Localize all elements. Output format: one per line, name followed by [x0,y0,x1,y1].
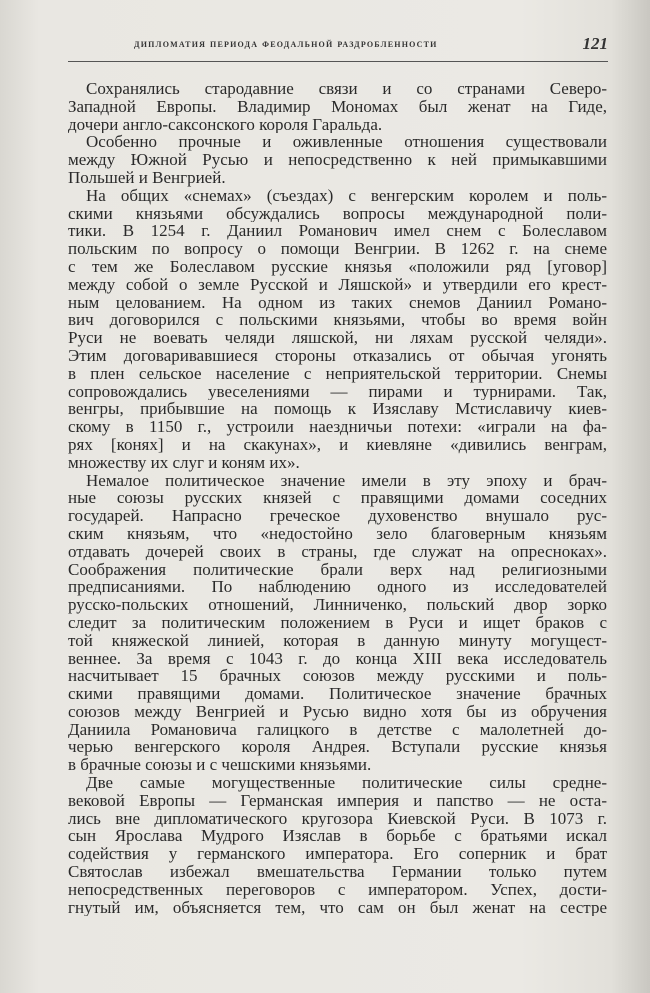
text-line: рях [конях] и на скакунах», и киевляне «дивились венграм, [68,435,607,454]
text-line: между Южной Русью и непосредственно к ней примыкавшими [68,151,607,169]
page-body [68,80,607,916]
text-line: предписаниями. По наблюдению одного из исследователей [68,578,607,597]
text-line: с тем же Болеславом русские князья «положили ряд [уговор] [68,257,607,276]
page-number: 121 [582,34,608,53]
text-line: Даниила Романовича галицкого в детстве с малолетней до- [68,720,607,739]
text-line: ным целованием. На одном из таких снемов Даниил Романо- [68,293,607,312]
text-line: Немалое политическое значение имели в эту эпоху и брач- [86,471,607,490]
text-line: дочери англо-саксонского короля Гаральда. [68,115,383,134]
text-line: Западной Европы. Владимир Мономах был женат на Гиде, [68,97,607,116]
text-line: Особенно прочные и оживленные отношения существовали [86,133,607,152]
page-header [68,36,608,58]
running-title: дипломатия периода феодальной раздробленности [134,38,438,50]
text-line: русско-польских отношений, Линниченко, польский двор зорко [68,596,607,614]
text-line: в плен сельское население с неприятельской территории. Снемы [68,364,607,383]
text-line: скому в 1150 г., устроили наездничьи потехи: «играли на фа- [68,418,607,436]
text-line: отдавать дочерей своих в страны, где служат на опресноках». [68,542,607,561]
paragraph [68,187,607,472]
text-line: насчитывает 15 брачных союзов между русскими и поль- [68,667,607,686]
text-line: непосредственных переговоров с императором. Успех, дости- [68,880,607,899]
text-line: На общих «снемах» (съездах) с венгерским королем и поль- [86,186,607,205]
text-line: в брачные союзы и с чешскими князьями. [68,756,372,775]
text-line: вич договорился с польскими князьями, чтобы во время войн [68,311,607,330]
text-line: Сохранялись стародавние связи и со странами Северо- [86,80,607,98]
text-line: тики. В 1254 г. Даниил Романович имел снем с Болеславом [68,222,607,241]
text-line: той княжеской линией, которая в данную минуту могущест- [68,631,607,650]
text-line: сопровождались увеселениями — пирами и турнирами. Так, [68,382,607,401]
text-line: веннее. За время с 1043 г. до конца XIII века исследователь [68,649,607,668]
paragraph [68,80,607,133]
text-line: венгры, прибывшие на помощь к Изяславу Мстиславичу киев- [68,400,607,419]
text-line: Святослав избежал вмешательства Германии только путем [68,863,607,881]
text-line: содействия у германского императора. Его соперник и брат [68,845,607,864]
text-line: сын Ярослава Мудрого Изяслав в борьбе с братьями искал [68,827,607,846]
text-line: скими правящими домами. Политическое значение брачных [68,685,607,703]
text-line: Польшей и Венгрией. [68,168,226,187]
text-line: гнутый им, объясняется тем, что сам он был женат на сестре [68,898,607,917]
text-line: между собой о земле Русской и Ляшской» и утвердили его крест- [68,275,607,294]
text-line: Соображения политические брали верх над религиозными [68,560,607,579]
text-line: лись вне дипломатического кругозора Киевской Руси. В 1073 г. [68,809,607,828]
text-line: вековой Европы — Германская империя и папство — не оста- [68,791,607,810]
text-line: союзов между Венгрией и Русью видно хотя бы из обручения [68,702,607,721]
text-line: ским князьям, что «недостойно зело благоверным князьям [68,524,607,543]
text-line: ные союзы русских князей с правящими домами соседних [68,489,607,508]
text-line: Руси не воевать челяди ляшской, ни ляхам русской челяди». [68,329,607,347]
text-line: Две самые могущественные политические силы средне- [86,774,607,792]
text-line: польским по вопросу о помощи Венгрии. В 1262 г. на снеме [68,240,607,258]
text-line: множеству их слуг и коням их». [68,453,300,472]
text-line: скими князьями обсуждались вопросы международной поли- [68,204,607,223]
paragraph [68,133,607,186]
text-line: следит за политическим положением в Руси и ищет браков с [68,613,607,632]
paragraph [68,774,607,916]
paragraph [68,472,607,775]
text-line: черью венгерского короля Андрея. Вступали русские князья [68,738,607,757]
text-line: государей. Напрасно греческое духовенство внушало рус- [68,507,607,525]
text-line: Этим договаривавшиеся стороны отказались от обычая угонять [68,346,607,365]
header-rule [68,61,608,62]
